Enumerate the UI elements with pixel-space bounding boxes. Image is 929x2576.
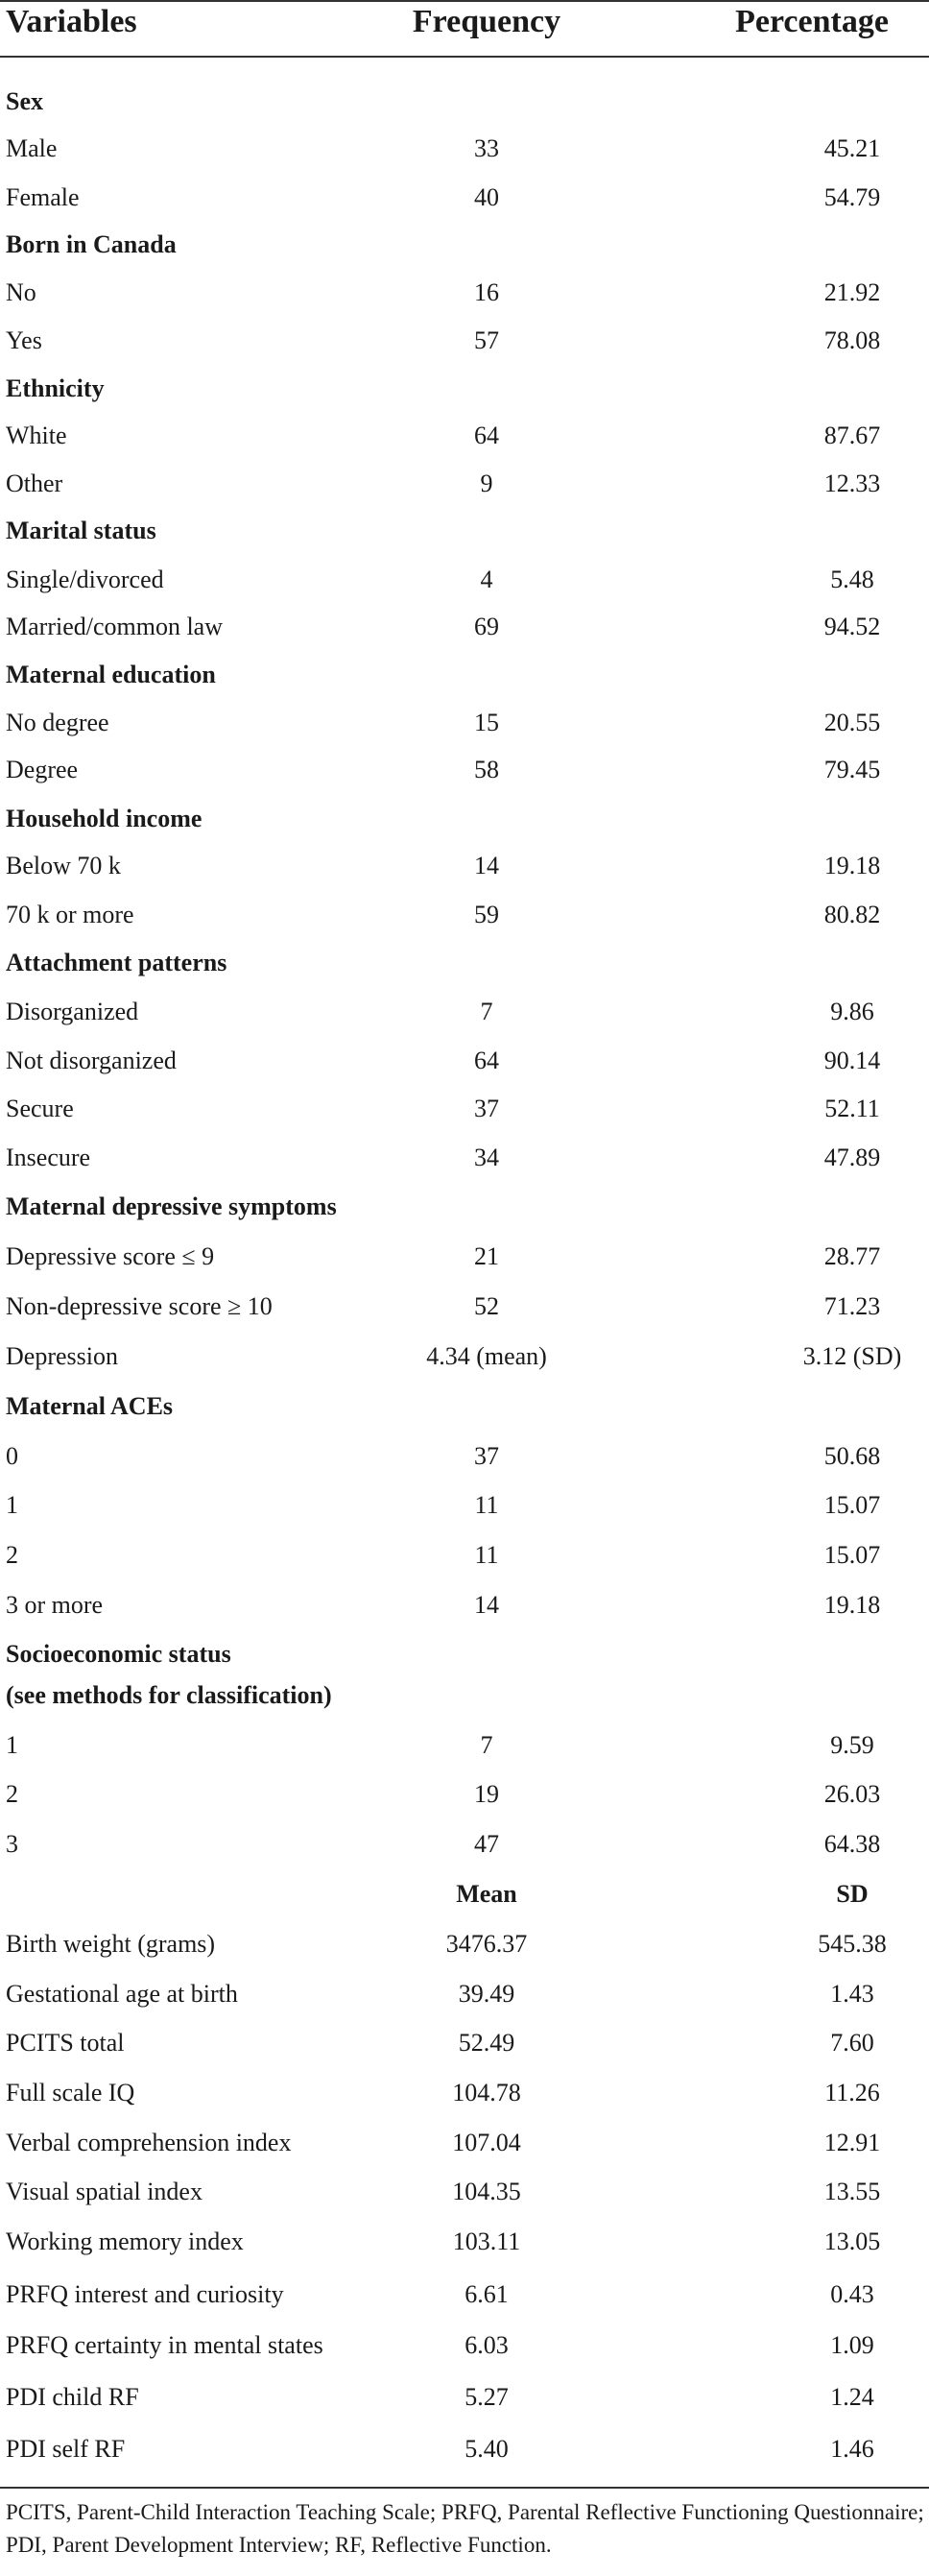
frequency-cell: 104.35: [452, 2178, 521, 2205]
section-header-row: [0, 370, 929, 408]
section-label: Sex: [6, 87, 43, 115]
table-row: [0, 2430, 929, 2468]
variable-label: Non-depressive score ≥ 10: [6, 1292, 273, 1320]
table-row: [0, 2124, 929, 2162]
frequency-cell: 7: [480, 1731, 493, 1759]
percentage-cell: 19.18: [823, 1591, 881, 1619]
header-variables: Variables: [6, 4, 137, 39]
variable-label: PCITS total: [6, 2029, 125, 2057]
section-header-row: [0, 512, 929, 550]
table-row: [0, 130, 929, 168]
section-header-row: [0, 1387, 929, 1426]
variable-label: 3 or more: [6, 1591, 104, 1619]
percentage-cell: 47.89: [823, 1144, 881, 1171]
frequency-cell: 16: [474, 278, 499, 306]
variable-label: PRFQ certainty in mental states: [6, 2331, 323, 2359]
table-row: [0, 1975, 929, 2013]
percentage-cell: 90.14: [823, 1047, 881, 1074]
variable-label: PDI self RF: [6, 2435, 126, 2463]
variable-label: 2: [6, 1541, 18, 1569]
variable-label: Other: [6, 469, 63, 497]
table-row: [0, 417, 929, 455]
variable-label: Degree: [6, 756, 79, 783]
variable-label: Not disorganized: [6, 1047, 177, 1074]
variable-label: Male: [6, 134, 58, 162]
percentage-cell: 1.46: [830, 2435, 874, 2463]
section-header-row: [0, 1676, 929, 1715]
section-header-row: [0, 1635, 929, 1673]
percentage-cell: 13.55: [823, 2178, 881, 2205]
table-row: [0, 1042, 929, 1080]
table-row: [0, 2223, 929, 2261]
variable-label: Gestational age at birth: [6, 1980, 238, 2008]
table-row: [0, 1536, 929, 1575]
table-row: [0, 608, 929, 646]
section-label: (see methods for classification): [6, 1681, 332, 1709]
subheader-sd: SD: [836, 1880, 869, 1908]
frequency-cell: 37: [474, 1095, 499, 1122]
percentage-cell: 1.24: [830, 2383, 874, 2411]
percentage-cell: 12.91: [823, 2129, 881, 2156]
variable-label: Depressive score ≤ 9: [6, 1242, 215, 1270]
variable-label: Disorganized: [6, 998, 139, 1025]
percentage-cell: 28.77: [823, 1242, 881, 1270]
section-label: Attachment patterns: [6, 949, 227, 976]
percentage-cell: 71.23: [823, 1292, 881, 1320]
table-row: [0, 2378, 929, 2417]
frequency-cell: 39.49: [458, 1980, 515, 2008]
percentage-cell: 20.55: [823, 709, 881, 736]
frequency-cell: 9: [480, 469, 493, 497]
frequency-cell: 52.49: [458, 2029, 515, 2057]
table-row: [0, 1437, 929, 1476]
percentage-cell: 13.05: [823, 2227, 881, 2255]
variable-label: Visual spatial index: [6, 2178, 202, 2205]
table-row: [0, 896, 929, 934]
section-label: Born in Canada: [6, 230, 177, 258]
variable-label: 2: [6, 1780, 18, 1808]
table-row: [0, 2275, 929, 2314]
table-row: [0, 465, 929, 503]
variable-label: 70 k or more: [6, 901, 134, 928]
percentage-cell: 50.68: [823, 1442, 881, 1470]
frequency-cell: 4: [480, 566, 493, 593]
section-label: Household income: [6, 805, 202, 832]
percentage-cell: 45.21: [823, 134, 881, 162]
section-label: Ethnicity: [6, 374, 105, 402]
percentage-cell: 87.67: [823, 421, 881, 449]
percentage-cell: 1.09: [830, 2331, 874, 2359]
frequency-cell: 19: [474, 1780, 499, 1808]
table-row: [0, 1090, 929, 1128]
table-row: [0, 561, 929, 599]
variable-label: 1: [6, 1731, 18, 1759]
section-label: Maternal education: [6, 661, 216, 688]
frequency-cell: 7: [480, 998, 493, 1025]
variable-label: 3: [6, 1830, 18, 1858]
table-row: [0, 274, 929, 312]
percentage-cell: 94.52: [823, 613, 881, 640]
variable-label: Below 70 k: [6, 852, 121, 879]
frequency-cell: 6.61: [464, 2280, 509, 2308]
frequency-cell: 58: [474, 756, 499, 783]
variable-label: No: [6, 278, 36, 306]
table-row: [0, 1825, 929, 1864]
frequency-cell: 33: [474, 134, 499, 162]
percentage-cell: 5.48: [830, 566, 874, 593]
table-row: [0, 322, 929, 360]
frequency-cell: 14: [474, 852, 499, 879]
frequency-cell: 64: [474, 1047, 499, 1074]
variable-label: Verbal comprehension index: [6, 2129, 292, 2156]
frequency-cell: 40: [474, 183, 499, 211]
frequency-cell: 5.27: [464, 2383, 509, 2411]
frequency-cell: 57: [474, 326, 499, 354]
table-row: [0, 1925, 929, 1963]
subheader-mean: Mean: [456, 1880, 517, 1908]
variable-label: 1: [6, 1491, 18, 1519]
table-row: [0, 2173, 929, 2211]
percentage-cell: 1.43: [830, 1980, 874, 2008]
table-row: [0, 704, 929, 742]
section-header-row: [0, 800, 929, 838]
bottom-rule: [0, 2487, 929, 2489]
table-row: [0, 1337, 929, 1376]
table-row: [0, 1139, 929, 1177]
percentage-cell: 9.59: [830, 1731, 874, 1759]
frequency-cell: 11: [474, 1491, 499, 1519]
header-percentage: Percentage: [735, 4, 889, 39]
section-header-row: [0, 656, 929, 694]
frequency-cell: 14: [474, 1591, 499, 1619]
section-header-row: [0, 1188, 929, 1226]
header-rule: [0, 56, 929, 58]
table-footnote: PCITS, Parent-Child Interaction Teaching Scale; PRFQ, Parental Reflective Functioning Questionnaire; PDI, Parent Development Interview; RF, Reflective Function.: [6, 2500, 924, 2557]
percentage-cell: 19.18: [823, 852, 881, 879]
table-row: [0, 1486, 929, 1525]
percentage-cell: 0.43: [830, 2280, 874, 2308]
frequency-cell: 4.34 (mean): [426, 1342, 547, 1370]
table-row: [0, 1288, 929, 1326]
variable-label: Single/divorced: [6, 566, 164, 593]
variable-label: Depression: [6, 1342, 118, 1370]
section-header-row: [0, 944, 929, 982]
frequency-cell: 21: [474, 1242, 499, 1270]
table-row: [0, 993, 929, 1031]
variable-label: White: [6, 421, 67, 449]
percentage-cell: 79.45: [823, 756, 881, 783]
table-row: [0, 1775, 929, 1814]
percentage-cell: 9.86: [830, 998, 874, 1025]
frequency-cell: 107.04: [452, 2129, 521, 2156]
section-label: Socioeconomic status: [6, 1640, 231, 1668]
variable-label: PRFQ interest and curiosity: [6, 2280, 284, 2308]
percentage-cell: 52.11: [824, 1095, 880, 1122]
percentage-cell: 64.38: [823, 1830, 881, 1858]
frequency-cell: 11: [474, 1541, 499, 1569]
header-frequency: Frequency: [412, 4, 561, 39]
variable-label: PDI child RF: [6, 2383, 139, 2411]
percentage-cell: 12.33: [823, 469, 881, 497]
variable-label: Full scale IQ: [6, 2079, 135, 2107]
section-label: Maternal ACEs: [6, 1392, 174, 1420]
stats-subheader-row: [0, 1875, 929, 1914]
variable-label: 0: [6, 1442, 18, 1470]
frequency-cell: 59: [474, 901, 499, 928]
variable-label: Secure: [6, 1095, 74, 1122]
section-label: Marital status: [6, 517, 156, 544]
frequency-cell: 34: [474, 1144, 499, 1171]
frequency-cell: 5.40: [464, 2435, 509, 2463]
section-label: Maternal depressive symptoms: [6, 1192, 337, 1220]
variable-label: Yes: [6, 326, 42, 354]
variable-label: Insecure: [6, 1144, 91, 1171]
table-row: [0, 179, 929, 217]
percentage-cell: 54.79: [823, 183, 881, 211]
percentage-cell: 15.07: [823, 1541, 881, 1569]
table-row: [0, 1726, 929, 1765]
variable-label: Married/common law: [6, 613, 223, 640]
table-row: [0, 847, 929, 885]
section-header-row: [0, 226, 929, 264]
percentage-cell: 545.38: [818, 1930, 887, 1958]
percentage-cell: 26.03: [823, 1780, 881, 1808]
variable-label: No degree: [6, 709, 109, 736]
percentage-cell: 21.92: [823, 278, 881, 306]
frequency-cell: 37: [474, 1442, 499, 1470]
frequency-cell: 64: [474, 421, 499, 449]
table-row: [0, 2326, 929, 2365]
frequency-cell: 6.03: [464, 2331, 509, 2359]
table-row: [0, 751, 929, 789]
variable-label: Female: [6, 183, 80, 211]
table-row: [0, 1238, 929, 1276]
percentage-cell: 15.07: [823, 1491, 881, 1519]
frequency-cell: 104.78: [452, 2079, 521, 2107]
percentage-cell: 78.08: [823, 326, 881, 354]
percentage-cell: 80.82: [823, 901, 881, 928]
section-header-row: [0, 83, 929, 121]
variable-label: Working memory index: [6, 2227, 244, 2255]
table-header-row: [0, 0, 929, 56]
frequency-cell: 15: [474, 709, 499, 736]
table-row: [0, 1586, 929, 1625]
frequency-cell: 47: [474, 1830, 499, 1858]
table-row: [0, 2074, 929, 2112]
frequency-cell: 52: [474, 1292, 499, 1320]
frequency-cell: 3476.37: [445, 1930, 528, 1958]
percentage-cell: 3.12 (SD): [802, 1342, 902, 1370]
table-row: [0, 2024, 929, 2062]
percentage-cell: 7.60: [830, 2029, 874, 2057]
variable-label: Birth weight (grams): [6, 1930, 216, 1958]
percentage-cell: 11.26: [824, 2079, 880, 2107]
frequency-cell: 69: [474, 613, 499, 640]
frequency-cell: 103.11: [452, 2227, 521, 2255]
